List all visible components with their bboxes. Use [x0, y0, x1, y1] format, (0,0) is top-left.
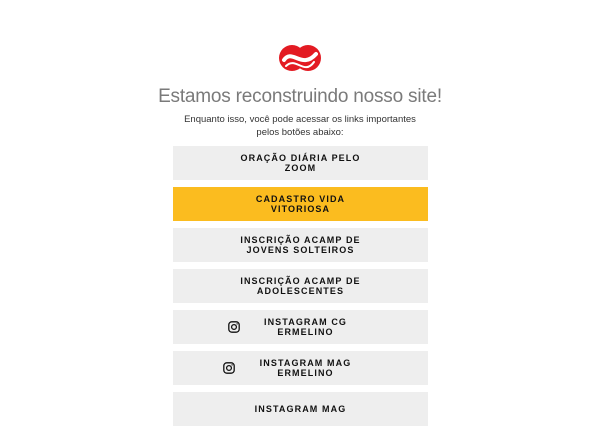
instagram-icon — [223, 362, 235, 374]
button-label: CADASTRO VIDA VITORIOSA — [255, 194, 346, 214]
instagram-mag-ermelino-button[interactable] — [173, 351, 428, 385]
button-label: INSCRIÇÃO ACAMP DE JOVENS SOLTEIROS — [240, 235, 361, 255]
link-buttons — [173, 146, 428, 433]
button-label: INSTAGRAM CG ERMELINO — [263, 317, 348, 337]
vida-vitoriosa-signup-button[interactable] — [173, 187, 428, 221]
zoom-prayer-button[interactable] — [173, 146, 428, 180]
button-label: INSCRIÇÃO ACAMP DE ADOLESCENTES — [240, 276, 361, 296]
button-label: INSTAGRAM MAG ERMELINO — [259, 358, 352, 378]
instagram-mag-button[interactable] — [173, 392, 428, 426]
button-label: INSTAGRAM MAG — [254, 404, 347, 414]
singles-camp-signup-button[interactable] — [173, 228, 428, 262]
instagram-icon — [228, 321, 240, 333]
page-title: Estamos reconstruindo nosso site! — [158, 86, 442, 107]
intro-text: Enquanto isso, você pode acessar os links importantes pelos botões abaixo: — [184, 114, 416, 138]
button-label: ORAÇÃO DIÁRIA PELO ZOOM — [240, 153, 361, 173]
church-logo-icon — [278, 40, 322, 76]
teens-camp-signup-button[interactable] — [173, 269, 428, 303]
instagram-cg-ermelino-button[interactable] — [173, 310, 428, 344]
